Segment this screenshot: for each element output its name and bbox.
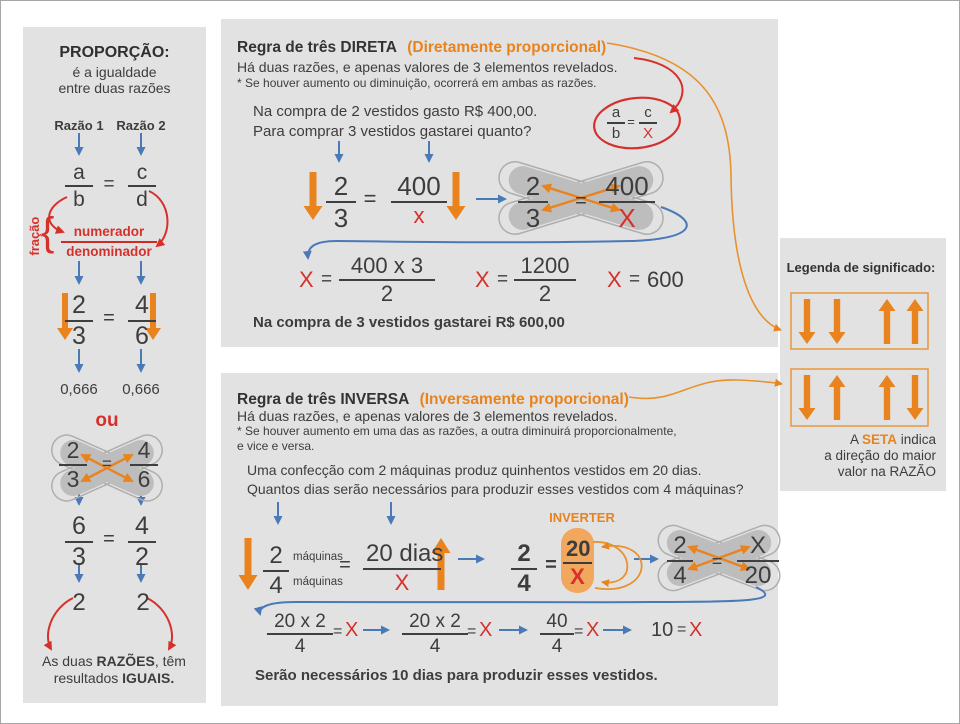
fraction-6-3: $\frac{6}{3}$ (65, 514, 93, 570)
equals-sign: = (321, 269, 333, 290)
legend-boxes-icon (791, 293, 928, 426)
solution-fraction-400x3-2: $\frac{400 x 3}{2}$ (339, 255, 435, 305)
equals-sign: = (102, 454, 112, 473)
solution-value-600: 600 (647, 267, 684, 292)
legend-inverse-arrows-icon (799, 375, 924, 420)
solution-fraction-1200-2: $\frac{1200}{2}$ (514, 255, 576, 305)
equals-sign: = (103, 528, 115, 550)
left-conclusion-line-2: resultados IGUAIS. (53, 670, 175, 686)
direta-question-line-2: Para comprar 3 vestidos gastarei quanto? (253, 123, 532, 140)
equals-sign: = (677, 621, 687, 638)
direta-fraction-2-3: $\frac{2}{3}$ (326, 173, 356, 231)
maquinas-label-den: máquinas (293, 576, 343, 588)
solution-x: X (586, 619, 600, 641)
proporcao-subtitle-1: é a igualdade (72, 64, 157, 80)
inversa-cross-fraction-left: $\frac{2}{4}$ (667, 534, 693, 588)
proporcao-title: PROPORÇÃO: (59, 44, 170, 61)
inverter-label: INVERTER (549, 510, 615, 525)
legend-title: Legenda de significado: (786, 260, 936, 275)
equals-sign: = (497, 269, 509, 290)
equals-sign: = (575, 190, 587, 212)
inversa-description-3: e vice e versa. (237, 439, 315, 453)
fraction-4-2: $\frac{4}{2}$ (128, 514, 156, 570)
orange-curve-inversa-to-legend-icon (629, 380, 782, 399)
equals-sign: = (629, 269, 641, 290)
numerador-denominador: numerador denominador (61, 225, 157, 258)
solution-x: X (607, 267, 622, 292)
red-pointer-curve-direta-icon (634, 58, 683, 112)
inversa-solution-2-fraction: $\frac{20 x 2}{4}$ (402, 612, 468, 656)
cross-fraction-right: $\frac{4}{6}$ (130, 439, 158, 491)
legend-text-line-3: valor na RAZÃO (837, 464, 936, 479)
fraction-2-3: $\frac{2}{3}$ (65, 293, 93, 349)
fraction-a-b: $\frac{a}{b}$ (65, 162, 93, 210)
direta-title: Regra de três DIRETA (Diretamente proporcional) (237, 39, 607, 56)
inversa-description-2: * Se houver aumento em uma das as razões, a outra diminuirá proporcionalmente, (237, 424, 677, 438)
maquinas-label-num: máquinas (293, 551, 343, 563)
equals-sign: = (574, 623, 584, 640)
inversa-description-1: Há duas razões, e apenas valores de 3 elementos revelados. (237, 408, 618, 424)
equals-sign: = (363, 186, 377, 211)
equals-sign: = (711, 551, 723, 571)
inversa-question-line-1: Uma confecção com 2 máquinas produz quinhentos vestidos em 20 dias. (247, 462, 702, 478)
brace-icon: { (41, 210, 55, 254)
left-conclusion-line-1: As duas RAZÕES, têm (42, 653, 186, 669)
direta-cross-fraction-left: $\frac{2}{3}$ (518, 173, 548, 231)
inversa-cross-fraction-right: $\frac{X}{20}$ (737, 534, 779, 588)
inversa-solution-1-fraction: $\frac{20 x 2}{4}$ (267, 612, 333, 656)
fraction-4-6: $\frac{4}{6}$ (128, 293, 156, 349)
equals-sign: = (545, 554, 557, 576)
direta-description-2: * Se houver aumento ou diminuição, ocorrerá em ambas as razões. (237, 76, 597, 90)
inversa-title: Regra de três INVERSA (Inversamente proporcional) (237, 391, 629, 408)
razao-2-label: Razão 2 (116, 118, 166, 133)
inverter-fraction-20-x: $\frac{20}{X}$ (563, 538, 592, 588)
cross-fraction-left: $\frac{2}{3}$ (59, 439, 87, 491)
solution-x: X (689, 619, 703, 641)
proporcao-subtitle-2: entre duas razões (58, 80, 171, 96)
orange-swap-arrows-icon (593, 542, 642, 589)
inversa-fraction-2-4: $\frac{2}{4}$ (263, 544, 289, 598)
legend-direct-arrows-icon (799, 299, 924, 344)
equals-sign: = (467, 623, 477, 640)
ou-label: ou (95, 410, 119, 431)
solution-x: X (475, 267, 490, 292)
equals-sign: = (103, 174, 115, 195)
solution-x: X (479, 619, 493, 641)
direta-description-1: Há duas razões, e apenas valores de 3 elementos revelados. (237, 59, 618, 75)
equals-sign: = (339, 554, 351, 576)
equals-sign: = (333, 623, 343, 640)
razao-1-label: Razão 1 (54, 118, 104, 133)
inversa-fraction-20dias-x: 20 dias X (363, 542, 441, 594)
equals-sign: = (627, 114, 635, 129)
decimal-result-2: 0,666 (122, 381, 160, 398)
equals-sign: = (103, 307, 115, 329)
result-2-right: 2 (136, 589, 150, 616)
inversa-question-line-2: Quantos dias serão necessários para produzir esses vestidos com 4 máquinas? (247, 481, 744, 497)
legend-text-line-1: A SETA indica (849, 432, 936, 447)
direta-question-line-1: Na compra de 2 vestidos gasto R$ 400,00. (253, 103, 538, 120)
direta-conclusion: Na compra de 3 vestidos gastarei R$ 600,00 (253, 314, 565, 331)
oval-fraction-c-x: $\frac{c}{X}$ (639, 105, 657, 141)
solution-value-10: 10 (651, 619, 674, 641)
oval-fraction-a-b: $\frac{a}{b}$ (607, 105, 625, 141)
fraction-c-d: $\frac{c}{d}$ (128, 162, 156, 210)
direta-fraction-400-x: 400 x (391, 173, 447, 227)
inversa-solution-3-fraction: $\frac{40}{4}$ (540, 612, 574, 656)
fracao-label: fração (26, 216, 42, 256)
inversa-conclusion: Serão necessários 10 dias para produzir esses vestidos. (255, 667, 658, 684)
solution-x: X (299, 267, 314, 292)
result-2-left: 2 (72, 589, 86, 616)
solution-x: X (345, 619, 359, 641)
inversa-bold-fraction-2-4: $\frac{2}{4}$ (511, 542, 537, 596)
decimal-result-1: 0,666 (60, 381, 98, 398)
legend-text-line-2: a direção do maior (824, 448, 936, 463)
direta-cross-fraction-right: $\frac{400}{X}$ (599, 173, 655, 231)
